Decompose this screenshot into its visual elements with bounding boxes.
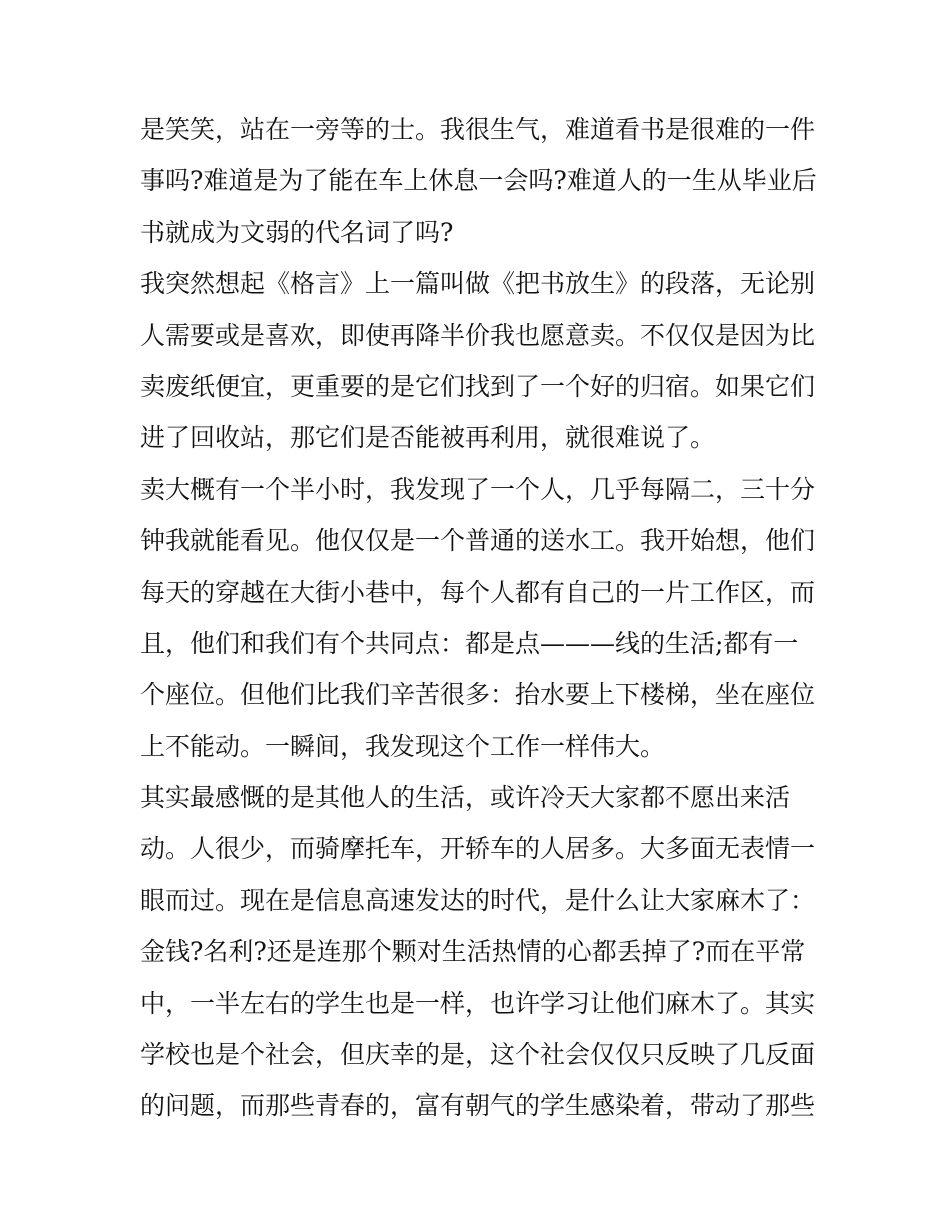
text-line: 的问题，而那些青春的，富有朝气的学生感染着，带动了那些 xyxy=(140,1091,816,1121)
text-line: 眼而过。现在是信息高速发达的时代，是什么让大家麻木了： xyxy=(140,885,816,915)
text-line: 书就成为文弱的代名词了吗? xyxy=(140,217,454,247)
text-line: 其实最感慨的是其他人的生活，或许冷天大家都不愿出来活 xyxy=(140,783,791,813)
text-line: 进了回收站，那它们是否能被再利用，就很难说了。 xyxy=(140,423,716,453)
text-line: 金钱?名利?还是连那个颗对生活热情的心都丢掉了?而在平常 xyxy=(140,937,806,967)
document-body xyxy=(140,104,820,1132)
text-line: 卖废纸便宜，更重要的是它们找到了一个好的归宿。如果它们 xyxy=(140,371,816,401)
text-line: 每天的穿越在大街小巷中，每个人都有自己的一片工作区，而 xyxy=(140,577,816,607)
text-line: 上不能动。一瞬间，我发现这个工作一样伟大。 xyxy=(140,731,666,761)
text-line: 是笑笑，站在一旁等的士。我很生气，难道看书是很难的一件 xyxy=(140,115,816,144)
text-line: 学校也是个社会，但庆幸的是，这个社会仅仅只反映了几反面 xyxy=(140,1040,816,1070)
text-line: 个座位。但他们比我们辛苦很多：抬水要上下楼梯，坐在座位 xyxy=(140,680,816,710)
text-line: 人需要或是喜欢，即使再降半价我也愿意卖。不仅仅是因为比 xyxy=(140,320,816,350)
text-line: 中，一半左右的学生也是一样，也许学习让他们麻木了。其实 xyxy=(140,988,816,1018)
text-line: 动。人很少，而骑摩托车，开轿车的人居多。大多面无表情一 xyxy=(140,834,816,864)
text-line: 我突然想起《格言》上一篇叫做《把书放生》的段落，无论别 xyxy=(140,269,816,299)
text-line: 且，他们和我们有个共同点：都是点———线的生活;都有一 xyxy=(140,628,799,658)
text-line: 事吗?难道是为了能在车上休息一会吗?难道人的一生从毕业后 xyxy=(140,166,817,196)
text-line: 卖大概有一个半小时，我发现了一个人，几乎每隔二，三十分 xyxy=(140,474,816,504)
text-line: 钟我就能看见。他仅仅是一个普通的送水工。我开始想，他们 xyxy=(140,526,816,556)
